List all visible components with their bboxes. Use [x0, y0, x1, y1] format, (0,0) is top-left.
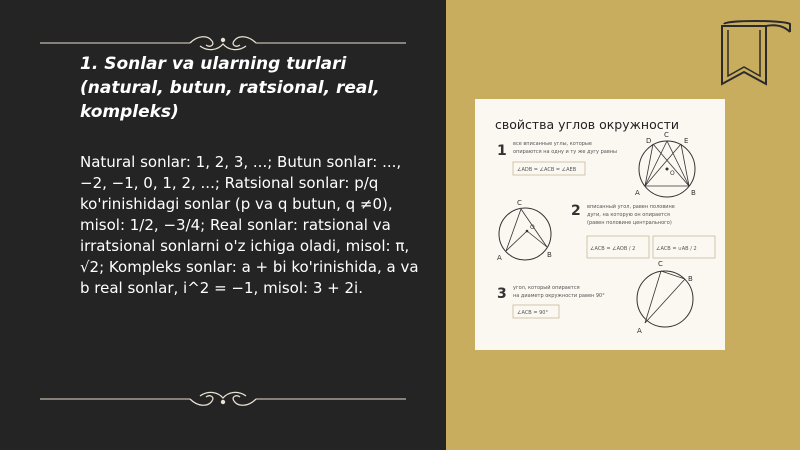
circle-angles-figure — [475, 99, 725, 350]
c3-label-a: A — [637, 327, 642, 335]
item-2-formula-a: ∠ACB = ∠AOB / 2 — [590, 246, 636, 252]
slide-title: 1. Sonlar va ularning turlari (natural, butun, ratsional, real, kompleks) — [80, 54, 380, 122]
c1-label-d: D — [646, 137, 652, 145]
item-2-line1: вписанный угол, равен половине — [587, 204, 675, 210]
item-3-line1: угол, который опирается — [513, 285, 580, 291]
c1-label-e: E — [684, 137, 689, 145]
item-2-number: 2 — [571, 203, 581, 219]
c2-label-o: O — [530, 224, 535, 231]
c2-label-a: A — [497, 254, 502, 262]
item-1-line1: все вписанные углы, которые — [513, 141, 592, 147]
top-ornament — [40, 32, 406, 54]
c2-label-c: C — [517, 199, 522, 207]
figure-heading: свойства углов окружности — [495, 117, 679, 132]
c1-label-b: B — [691, 189, 696, 197]
item-1-number: 1 — [497, 143, 507, 159]
item-3-formula: ∠ACB = 90° — [517, 310, 548, 316]
item-1-line2: опираются на одну и ту же дугу равны — [513, 149, 618, 155]
c2-label-b: B — [547, 251, 552, 259]
item-3-number: 3 — [497, 286, 507, 302]
c1-label-o: O — [670, 170, 675, 177]
c1-label-a: A — [635, 189, 640, 197]
item-3-line2: на диаметр окружности равен 90° — [513, 293, 605, 299]
item-2-line2: дуги, на которую он опирается — [587, 212, 670, 218]
bottom-ornament — [40, 388, 406, 410]
item-1-formula: ∠ADB = ∠ACB = ∠AEB — [517, 167, 577, 173]
c1-label-c: C — [664, 131, 669, 139]
item-2-formula-b: ∠ACB = ∪AB / 2 — [656, 246, 697, 252]
item-2-line3: (равен половине центрального) — [587, 220, 672, 226]
c3-label-c: C — [658, 260, 663, 268]
slide-body-text: Natural sonlar: 1, 2, 3, ...; Butun sonlar: ..., −2, −1, 0, 1, 2, ...; Ratsional sonlar: p/q ko'rinishidagi sonlar (p va q butun, q ≠0), misol: 1/2, −3/4; Real sonlar: ratsional va irratsional sonlarni o'z ichiga oladi, misol: π, √2; Kompleks sonlar: a + bi ko'rinishida, a va b real sonlar, i^2 = −1, misol: 3 + 2i. — [80, 153, 419, 297]
bookmark-icon — [714, 18, 796, 98]
c3-label-b: B — [688, 275, 693, 283]
